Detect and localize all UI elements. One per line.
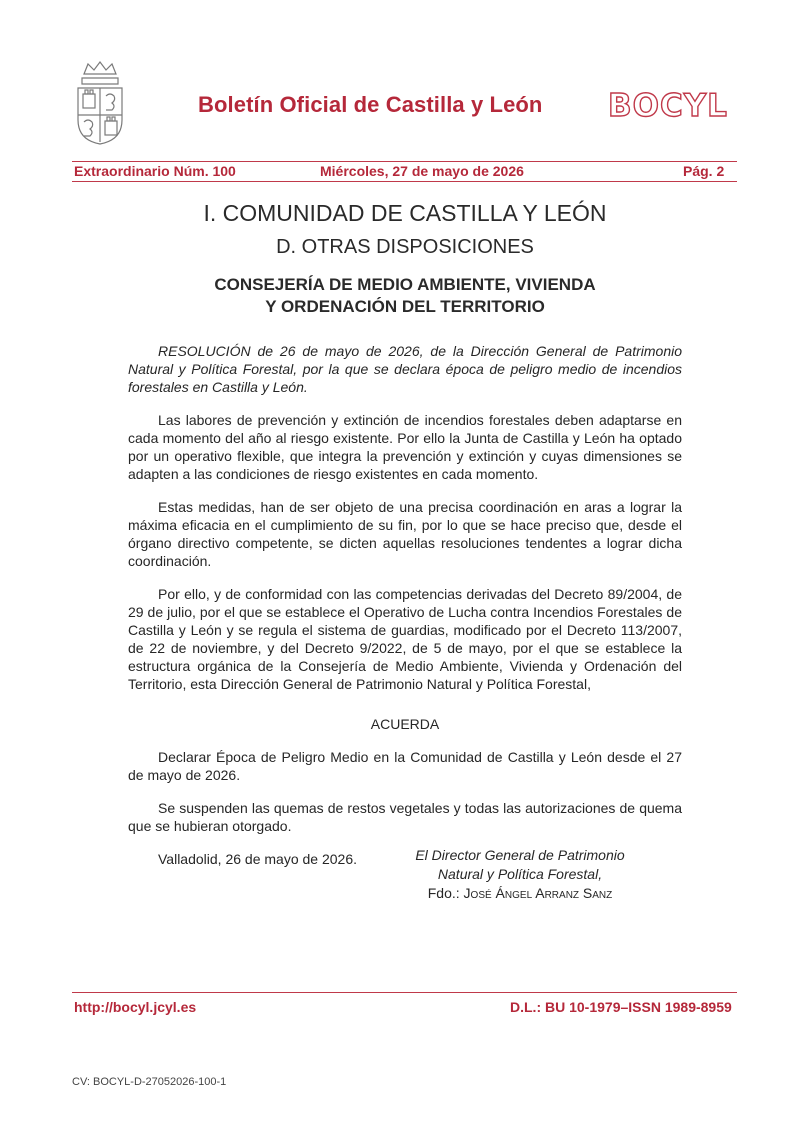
signature-block (400, 846, 640, 903)
subsection-heading: D. OTRAS DISPOSICIONES (276, 236, 534, 258)
department-heading-line2: Y ORDENACIÓN DEL TERRITORIO (265, 297, 545, 316)
paragraph-5: Se suspenden las quemas de restos vegetales y todas las autorizaciones de quema que se hubieran otorgado. (128, 800, 682, 834)
paragraph-4: Declarar Época de Peligro Medio en la Comunidad de Castilla y León desde el 27 de mayo de 2026. (128, 749, 682, 783)
footer-rule (72, 992, 737, 993)
cv-code: CV: BOCYL-D-27052026-100-1 (72, 1076, 227, 1088)
department-heading-line1: CONSEJERÍA DE MEDIO AMBIENTE, VIVIENDA (214, 275, 596, 294)
document-body (128, 342, 682, 883)
coat-of-arms-icon (70, 58, 130, 148)
issue-date: Miércoles, 27 de mayo de 2026 (320, 163, 524, 179)
acuerda-heading: ACUERDA (370, 716, 440, 732)
signatory-name-line (428, 885, 613, 901)
footer-legal-deposit: D.L.: BU 10-1979–ISSN 1989-8959 (510, 999, 732, 1015)
signatory-title-line1: El Director General de Patrimonio (415, 847, 625, 863)
header-rule-bottom (72, 181, 737, 182)
footer-url-link[interactable]: http://bocyl.jcyl.es (74, 999, 197, 1015)
journal-title: Boletín Oficial de Castilla y León (198, 92, 543, 117)
department-heading (0, 274, 800, 318)
issue-number: Extraordinario Núm. 100 (74, 163, 236, 179)
signatory-name: José Ángel Arranz Sanz (463, 885, 613, 901)
paragraph-1: Las labores de prevención y extinción de incendios forestales deben adaptarse en cada momento del año al riesgo existente. Por ello la Junta de Castilla y León ha optado por un operativo flexible, que integra la prevención y extinción y cuyas dimensiones se adapten a las condiciones de riesgo existentes en cada momento. (128, 412, 682, 482)
page-number: Pág. 2 (683, 163, 725, 179)
section-heading: I. COMUNIDAD DE CASTILLA Y LEÓN (203, 200, 607, 226)
signatory-title-line2: Natural y Política Forestal, (437, 866, 603, 882)
signed-prefix: Fdo.: (427, 885, 464, 901)
resolution-summary: RESOLUCIÓN de 26 de mayo de 2026, de la Dirección General de Patrimonio Natural y Política Forestal, por la que se declara época de peligro medio de incendios forestales en Castilla y León. (128, 343, 682, 395)
paragraph-2: Estas medidas, han de ser objeto de una precisa coordinación en aras a lograr la máxima eficacia en el cumplimiento de su fin, por lo que se hace preciso que, desde el órgano directivo competente, se dicten aquellas resoluciones tendentes a lograr dicha coordinación. (128, 499, 682, 569)
paragraph-3: Por ello, y de conformidad con las competencias derivadas del Decreto 89/2004, de 29 de julio, por el que se establece el Operativo de Lucha contra Incendios Forestales de Castilla y León y se regula el sistema de guardias, modificado por el Decreto 113/2007, de 22 de noviembre, y del Decreto 9/2022, de 5 de mayo, por el que se establece la estructura orgánica de la Consejería de Medio Ambiente, Vivienda y Ordenación del Territorio, esta Dirección General de Patrimonio Natural y Política Forestal, (128, 586, 682, 692)
bocyl-logo: BOCYL (608, 88, 728, 124)
place-date: Valladolid, 26 de mayo de 2026. (158, 851, 357, 867)
header-rule-top (72, 161, 737, 162)
